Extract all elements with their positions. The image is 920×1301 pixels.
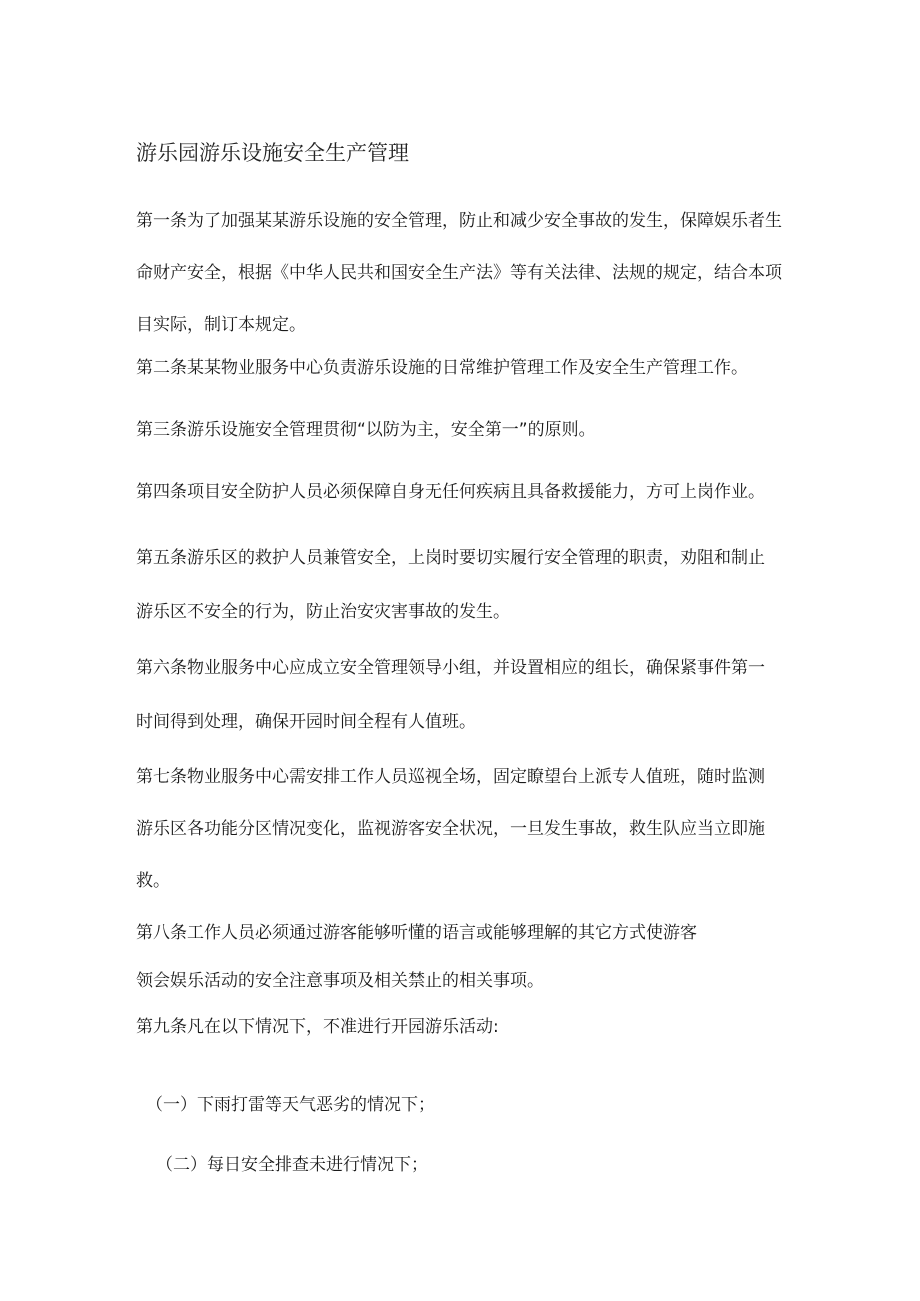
article-6-line-2: 时间得到处理，确保开园时间全程有人值班。: [136, 712, 476, 732]
article-9-line-1: 第九条凡在以下情况下，不准进行开园游乐活动:: [136, 1017, 499, 1037]
article-5: [136, 531, 784, 639]
document-title: 游乐园游乐设施安全生产管理: [136, 141, 409, 165]
article-4-line-1: 第四条项目安全防护人员必须保障自身无任何疾病且具备救援能力，方可上岗作业。: [136, 482, 765, 502]
article-5-line-1: 第五条游乐区的救护人员兼管安全，上岗时要切实履行安全管理的职责，劝阻和制止: [136, 548, 765, 568]
article-2-line-1: 第二条某某物业服务中心负责游乐设施的日常维护管理工作及安全生产管理工作。: [136, 358, 748, 378]
article-2: [136, 348, 784, 388]
article-1-line-2: 命财产安全，根据《中华人民共和国安全生产法》等有关法律、法规的规定，结合本项: [136, 263, 782, 283]
article-7-line-3: 救。: [136, 871, 170, 891]
article-1-line-1: 第一条为了加强某某游乐设施的安全管理，防止和减少安全事故的发生，保障娱乐者生: [136, 211, 782, 231]
article-9: [136, 1003, 784, 1051]
article-8-line-2: 领会娱乐活动的安全注意事项及相关禁止的相关事项。: [136, 971, 544, 991]
article-1-line-3: 目实际，制订本规定。: [136, 315, 306, 335]
sub-item-1: （一）下雨打雷等天气恶劣的情况下；: [146, 1095, 435, 1115]
article-3: [136, 410, 784, 450]
article-7-line-1: 第七条物业服务中心需安排工作人员巡视全场，固定瞭望台上派专人值班，随时监测: [136, 767, 765, 787]
article-1: [136, 195, 784, 351]
article-4: [136, 472, 784, 512]
article-6: [136, 641, 784, 749]
article-3-line-1: 第三条游乐设施安全管理贯彻“以防为主，安全第一”的原则。: [136, 420, 596, 440]
article-7: [136, 751, 784, 907]
article-8: [136, 909, 784, 1005]
article-5-line-2: 游乐区不安全的行为，防止治安灾害事故的发生。: [136, 602, 510, 622]
article-6-line-1: 第六条物业服务中心应成立安全管理领导小组，并设置相应的组长，确保紧事件第一: [136, 658, 765, 678]
sub-item-2: （二）每日安全排查未进行情况下；: [156, 1155, 428, 1175]
article-7-line-2: 游乐区各功能分区情况变化，监视游客安全状况，一旦发生事故，救生队应当立即施: [136, 819, 765, 839]
article-8-line-1: 第八条工作人员必须通过游客能够听懂的语言或能够理解的其它方式使游客: [136, 923, 697, 943]
